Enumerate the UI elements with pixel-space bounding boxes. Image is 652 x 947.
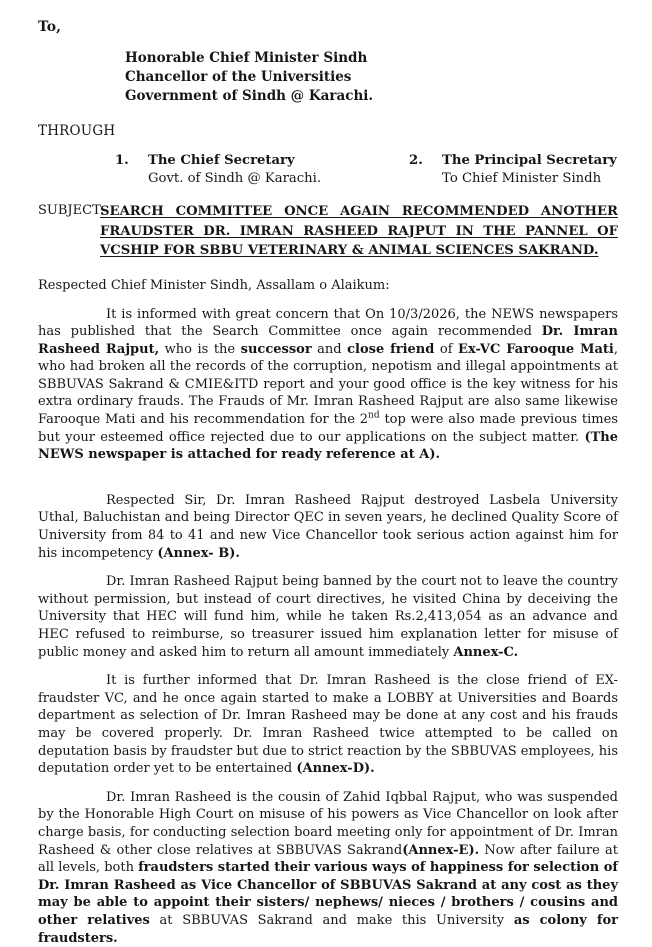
through-item-name: The Chief Secretary xyxy=(148,152,321,170)
paragraph-run: of xyxy=(434,342,458,357)
paragraph-run: , who had broken all the records of the corruption, nepotism and illegal appointments at SBBUVAS Sakrand & CMIE&ITD report and your good office is the key witness for his extra ordinary frauds. The Frauds of Mr. Imran Rasheed Rajput are also same likewise Farooque Mati and his recommendation for the 2 xyxy=(38,342,618,427)
through-item-lines xyxy=(442,152,617,188)
through-item-principal-secretary xyxy=(409,152,617,188)
paragraph-run-bold: (Annex- B). xyxy=(157,546,240,561)
paragraph-run: Dr. Imran Rasheed Rajput being banned by the court not to leave the country without permission, but instead of court directives, he visited China by deceiving the University that HEC will fund him, while he taken Rs.2,413,054 as an advance and HEC refused to reimburse, so treasurer issued him explanation letter for misuse of public money and asked him to return all amount immediately xyxy=(38,574,618,659)
through-list xyxy=(38,152,618,188)
paragraph-run: and xyxy=(312,342,347,357)
paragraph xyxy=(38,789,618,947)
paragraph-run: Respected Sir, Dr. Imran Rasheed Rajput destroyed Lasbela University Uthal, Baluchistan and being Director QEC in seven years, he declined Quality Score of University from 84 to 41 and new Vice Chancellor took serious action against him for his incompetency xyxy=(38,493,618,561)
through-item-number: 1. xyxy=(115,152,148,188)
paragraph-run: who is the xyxy=(159,342,241,357)
paragraph xyxy=(38,492,618,562)
subject-label: SUBJECT: xyxy=(38,202,100,261)
paragraph xyxy=(38,573,618,661)
paragraph-run: at SBBUVAS Sakrand and make this University xyxy=(150,913,514,928)
to-label: To, xyxy=(38,18,618,36)
paragraph-run: Dr. Imran Rasheed is the cousin of Zahid Iqbbal Rajput, who was suspended by the Honorable High Court on misuse of his powers as Vice Chancellor on look after charge basis, for conducting selection board meeting only for appointment of Dr. Imran Rasheed & other close relatives at SBBUVAS Sakrand xyxy=(38,790,618,858)
through-label: THROUGH xyxy=(38,122,618,140)
recipient-line-3: Government of Sindh @ Karachi. xyxy=(125,87,618,106)
through-item-detail: To Chief Minister Sindh xyxy=(442,170,617,188)
paragraph-run-bold: Dr. Imran Rasheed Rajput, xyxy=(38,324,618,357)
through-item-number: 2. xyxy=(409,152,442,188)
paragraph-run-bold: Annex-C. xyxy=(453,645,518,660)
paragraph-run-bold: (Annex-D). xyxy=(296,761,374,776)
recipient-line-2: Chancellor of the Universities xyxy=(125,68,618,87)
letter-body xyxy=(38,306,618,947)
paragraph-run-bold: successor xyxy=(241,342,312,357)
through-item-chief-secretary xyxy=(115,152,321,188)
paragraph-run-bold: (Annex-E). xyxy=(402,843,479,858)
through-item-lines xyxy=(148,152,321,188)
paragraph-run-bold: close friend xyxy=(347,342,434,357)
paragraph-run: top were also made previous times but your esteemed office rejected due to our applications on the subject matter. xyxy=(38,412,618,445)
paragraph xyxy=(38,672,618,778)
paragraph-run: It is further informed that Dr. Imran Rasheed is the close friend of EX-fraudster VC, and he once again started to make a LOBBY at Universities and Boards department as selection of Dr. Imran Rasheed may be done at any cost and his frauds may be covered properly. Dr. Imran Rasheed twice attempted to be called on deputation basis by fraudster but due to strict reaction by the SBBUVAS employees, his deputation order yet to be entertained xyxy=(38,673,618,776)
paragraph-run: nd xyxy=(368,411,380,421)
through-item-name: The Principal Secretary xyxy=(442,152,617,170)
paragraph-run-bold: fraudsters started their various ways of happiness for selection of Dr. Imran Rasheed as Vice Chancellor of SBBUVAS Sakrand at any cost as they may be able to appoint their sisters/ nephews/ nieces / brothers / cousins and other relatives xyxy=(38,860,618,928)
subject-row xyxy=(38,202,618,261)
paragraph-run: Now after failure at all levels, both xyxy=(38,843,618,876)
paragraph xyxy=(38,306,618,464)
paragraph-run-bold: Ex-VC Farooque Mati xyxy=(458,342,614,357)
paragraph-run: It is informed with great concern that On 10/3/2026, the NEWS newspapers has published that the Search Committee once again recommended xyxy=(38,307,618,340)
paragraph-run-bold: as colony for fraudsters. xyxy=(38,913,618,946)
subject-text: SEARCH COMMITTEE ONCE AGAIN RECOMMENDED ANOTHER FRAUDSTER DR. IMRAN RASHEED RAJPUT IN THE PANNEL OF VCSHIP FOR SBBU VETERINARY & ANIMAL SCIENCES SAKRAND. xyxy=(100,202,618,261)
paragraph-run-bold: (The NEWS newspaper is attached for ready reference at A). xyxy=(38,430,618,463)
recipient-block xyxy=(125,49,618,106)
greeting: Respected Chief Minister Sindh, Assallam o Alaikum: xyxy=(38,277,618,295)
through-item-detail: Govt. of Sindh @ Karachi. xyxy=(148,170,321,188)
recipient-line-1: Honorable Chief Minister Sindh xyxy=(125,49,618,68)
